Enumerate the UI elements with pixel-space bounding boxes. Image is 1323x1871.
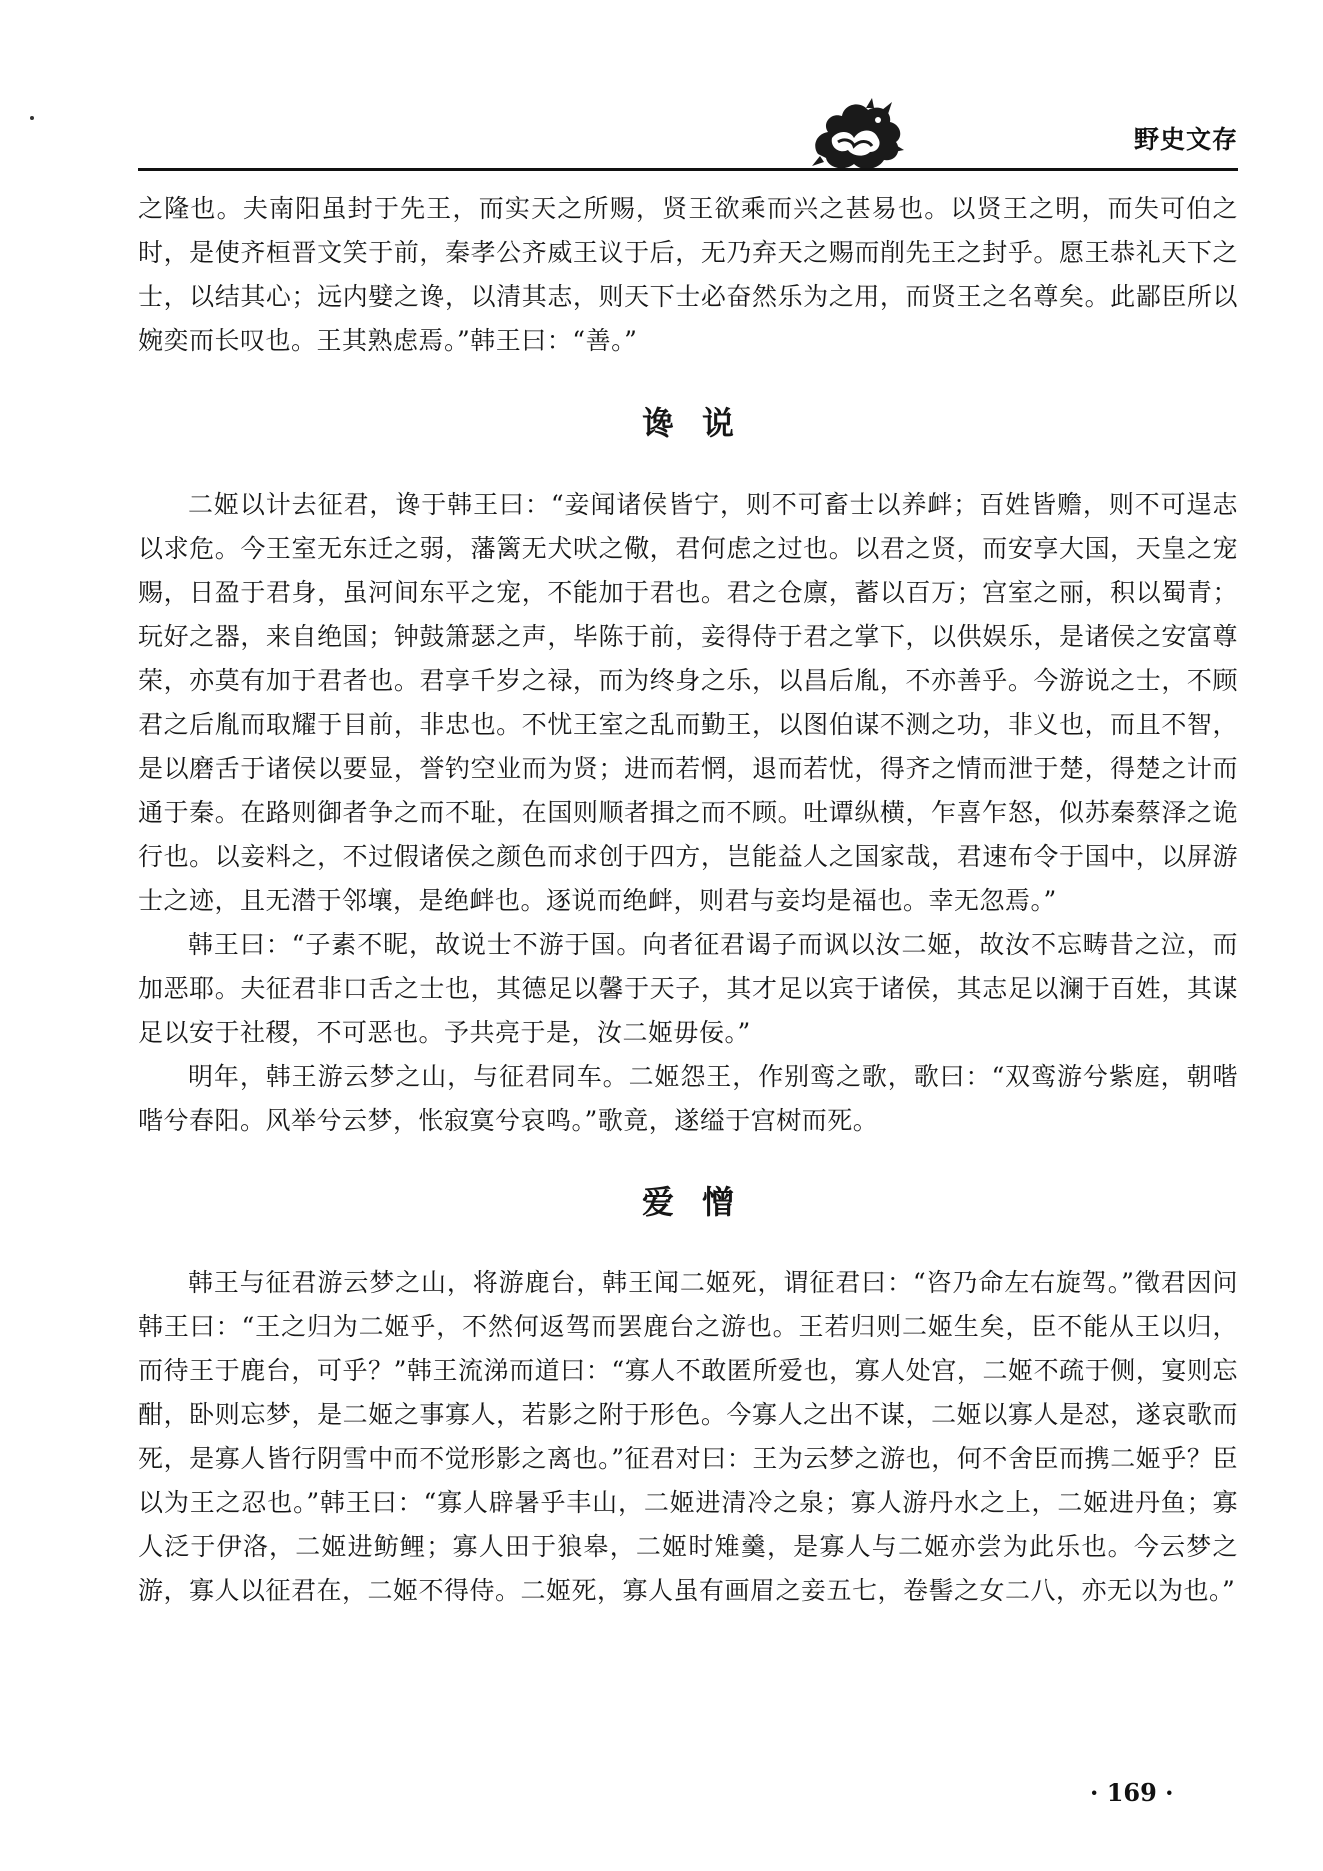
book-title: 野史文存: [1133, 125, 1238, 154]
paragraph: 二姬以计去征君，谗于韩王曰：“妾闻诸侯皆宁，则不可畜士以养衅；百姓皆赡，则不可逞志以求危。今王室无东迁之弱，藩篱无犬吠之儆，君何虑之过也。以君之贤，而安享大国，天皇之宠赐，日盈于君身，虽河间东平之宠，不能加于君也。君之仓廪，蓄以百万；宫室之丽，积以蜀青；玩好之器，来自绝国；钟鼓箫瑟之声，毕陈于前，妾得侍于君之掌下，以供娱乐，是诸侯之安富尊荣，亦莫有加于君者也。君享千岁之禄，而为终身之乐，以昌后胤，不亦善乎。今游说之士，不顾君之后胤而取耀于目前，非忠也。不忧王室之乱而勤王，以图伯谋不测之功，非义也，而且不智，是以磨舌于诸侯以要显，誉钓空业而为贤；进而若惘，退而若忧，得齐之情而泄于楚，得楚之计而通于秦。在路则御者争之而不耻，在国则顺者揖之而不顾。吐谭纵横，乍喜乍怒，似苏秦蔡泽之诡行也。以妾料之，不过假诸侯之颜色而求创于四方，岂能益人之国家哉，君速布令于国中，以屏游士之迹，且无潜于邻壤，是绝衅也。逐说而绝衅，则君与妾均是福也。幸无忽焉。”: [138, 490, 1238, 915]
header-rule: [138, 168, 1238, 171]
paragraph: 韩王与征君游云梦之山，将游鹿台，韩王闻二姬死，谓征君曰：“咨乃命左右旋驾。”徵君因问韩王曰：“王之归为二姬乎，不然何返驾而罢鹿台之游也。王若归则二姬生矣，臣不能从王以归，而待王于鹿台，可乎？”韩王流涕而道曰：“寡人不敢匿所爱也，寡人处宫，二姬不疏于侧，宴则忘酣，卧则忘梦，是二姬之事寡人，若影之附于形色。今寡人之出不谋，二姬以寡人是怼，遂哀歌而死，是寡人皆行阴雪中而不觉形影之离也。”征君对曰：王为云梦之游也，何不舍臣而携二姬乎？臣以为王之忍也。”韩王曰：“寡人辟暑乎丰山，二姬进清冷之泉；寡人游丹水之上，二姬进丹鱼；寡人泛于伊洛，二姬进鲂鲤；寡人田于狼皋，二姬时雉羹，是寡人与二姬亦尝为此乐也。今云梦之游，寡人以征君在，二姬不得侍。二姬死，寡人虽有画眉之妾五七，卷髻之女二八，亦无以为也。”: [138, 1268, 1238, 1605]
page-body: [138, 187, 1238, 1613]
paragraph: 之隆也。夫南阳虽封于先王，而实天之所赐，贤王欲乘而兴之甚易也。以贤王之明，而失可伯之时，是使齐桓晋文笑于前，秦孝公齐威王议于后，无乃弃天之赐而削先王之封乎。愿王恭礼天下之士，以结其心；远内嬖之谗，以清其志，则天下士必奋然乐为之用，而贤王之名尊矣。此鄙臣所以婉奕而长叹也。王其熟虑焉。”韩王曰：“善。”: [138, 194, 1238, 355]
dragon-icon: [808, 94, 906, 174]
section-heading: 谗说: [641, 404, 762, 442]
scan-speck: [30, 116, 34, 120]
section-heading: 爱憎: [641, 1183, 762, 1221]
running-header: [138, 94, 1238, 174]
paragraph: 韩王曰：“子素不昵，故说士不游于国。向者征君谒子而讽以汝二姬，故汝不忘畴昔之泣，而加恶耶。夫征君非口舌之士也，其德足以馨于天子，其才足以宾于诸侯，其志足以澜于百姓，其谋足以安于社稷，不可恶也。予共亮于是，汝二姬毋佞。”: [138, 930, 1238, 1047]
page-number: · 169 ·: [1090, 1778, 1174, 1807]
paragraph: 明年，韩王游云梦之山，与征君同车。二姬怨王，作别鸾之歌，歌曰：“双鸾游兮紫庭，朝喈喈兮春阳。风举兮云梦，怅寂寞兮哀鸣。”歌竟，遂缢于宫树而死。: [138, 1062, 1238, 1135]
